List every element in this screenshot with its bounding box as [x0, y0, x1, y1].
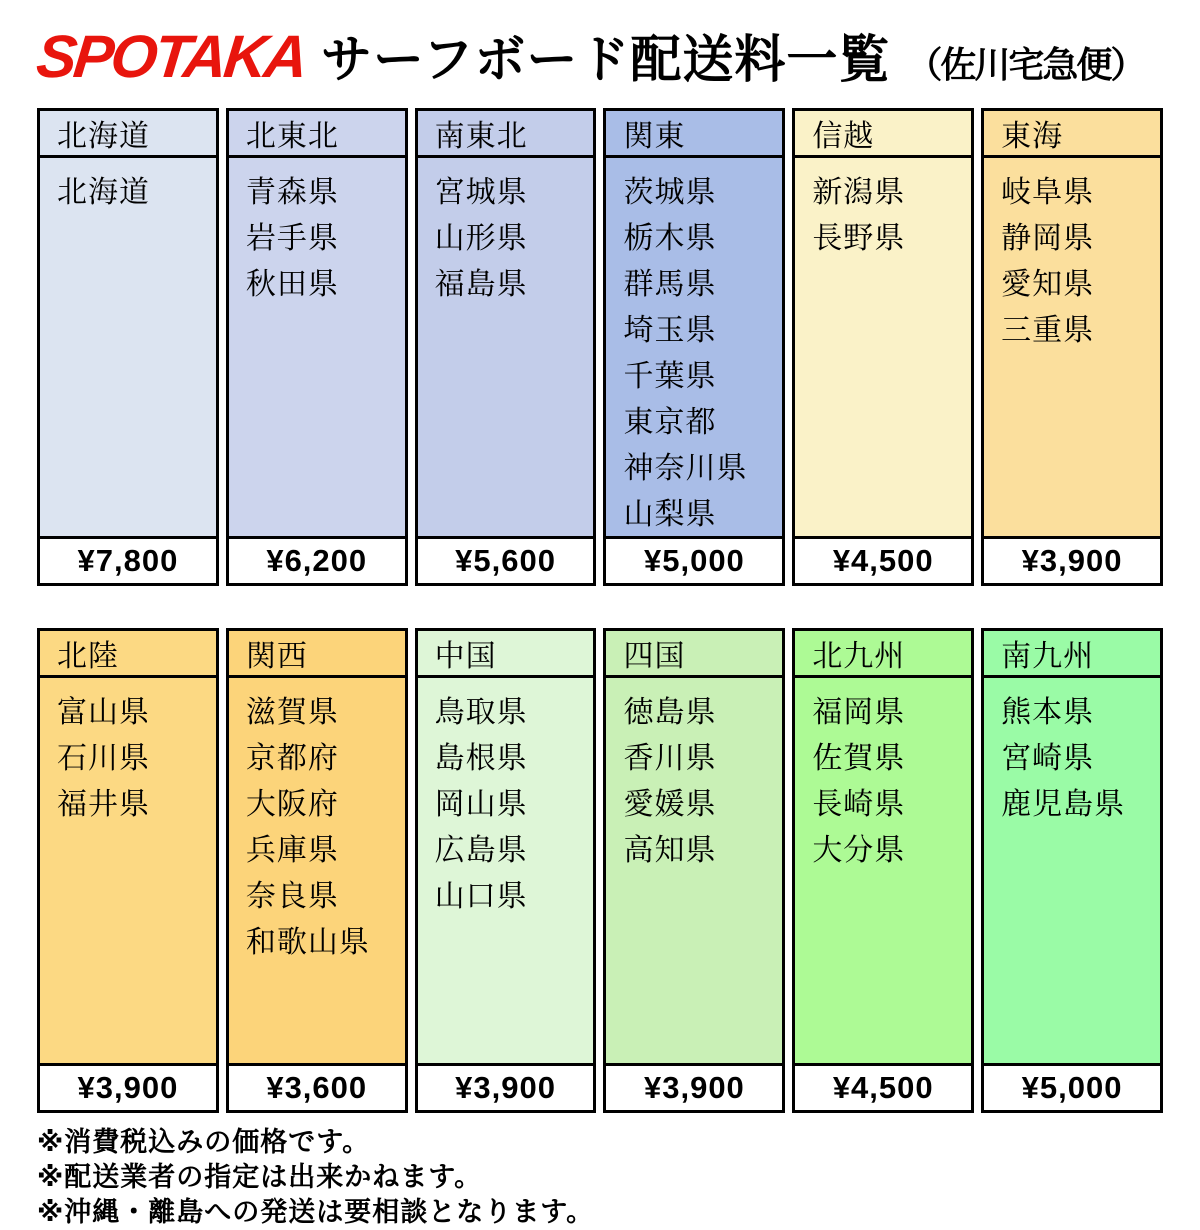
- region-header: 北九州: [795, 631, 971, 678]
- region-column-関西: [226, 628, 408, 1113]
- region-header: 関東: [606, 111, 782, 158]
- prefecture-item: 長野県: [812, 222, 906, 255]
- prefecture-item: 高知県: [623, 834, 717, 867]
- prefecture-item: 福井県: [57, 788, 150, 821]
- table-spacer: [37, 586, 1163, 628]
- prefecture-item: 和歌山県: [245, 926, 370, 959]
- footnote-line: ※配送業者の指定は出来かねます。: [37, 1162, 483, 1192]
- region-header: 中国: [418, 631, 594, 678]
- prefecture-item: 鹿児島県: [1001, 788, 1126, 821]
- prefecture-list: [795, 158, 971, 536]
- prefecture-item: 熊本県: [1001, 696, 1095, 729]
- prefecture-item: 山梨県: [623, 498, 717, 531]
- prefecture-item: 静岡県: [1001, 222, 1095, 255]
- prefecture-item: 岩手県: [245, 222, 339, 255]
- region-column-北陸: [37, 628, 219, 1113]
- prefecture-item: 鳥取県: [434, 696, 528, 729]
- prefecture-list: [606, 158, 782, 536]
- prefecture-item: 神奈川県: [623, 452, 748, 485]
- region-header: 東海: [984, 111, 1160, 158]
- prefecture-item: 広島県: [434, 834, 528, 867]
- price-cell: ¥4,500: [795, 1063, 971, 1110]
- price-cell: ¥7,800: [40, 536, 216, 583]
- price-cell: ¥4,500: [795, 536, 971, 583]
- prefecture-item: 三重県: [1001, 314, 1095, 347]
- prefecture-item: 青森県: [245, 176, 339, 209]
- region-column-北東北: [226, 108, 408, 586]
- region-header: 北陸: [40, 631, 216, 678]
- prefecture-item: 秋田県: [245, 268, 339, 301]
- prefecture-item: 宮崎県: [1001, 742, 1095, 775]
- prefecture-item: 福島県: [434, 268, 528, 301]
- prefecture-item: 北海道: [57, 176, 150, 209]
- region-header: 北海道: [40, 111, 216, 158]
- prefecture-item: 山口県: [434, 880, 528, 913]
- region-column-北海道: [37, 108, 219, 586]
- prefecture-item: 埼玉県: [623, 314, 717, 347]
- title-text: サーフボード配送料一覧: [320, 31, 891, 88]
- region-header: 四国: [606, 631, 782, 678]
- prefecture-item: 福岡県: [812, 696, 906, 729]
- price-cell: ¥3,600: [229, 1063, 405, 1110]
- prefecture-list: [984, 158, 1160, 536]
- prefecture-item: 石川県: [57, 742, 150, 775]
- region-header: 南東北: [418, 111, 594, 158]
- region-column-信越: [792, 108, 974, 586]
- prefecture-item: 群馬県: [623, 268, 717, 301]
- prefecture-item: 茨城県: [623, 176, 717, 209]
- price-cell: ¥5,000: [606, 536, 782, 583]
- price-cell: ¥5,600: [418, 536, 594, 583]
- prefecture-item: 山形県: [434, 222, 528, 255]
- region-column-関東: [603, 108, 785, 586]
- footnote-line: ※沖縄・離島への発送は要相談となります。: [37, 1197, 595, 1227]
- prefecture-item: 東京都: [623, 406, 717, 439]
- price-cell: ¥6,200: [229, 536, 405, 583]
- prefecture-item: 京都府: [245, 742, 339, 775]
- prefecture-item: 愛知県: [1001, 268, 1095, 301]
- region-column-北九州: [792, 628, 974, 1113]
- prefecture-item: 栃木県: [623, 222, 717, 255]
- price-cell: ¥5,000: [984, 1063, 1160, 1110]
- prefecture-item: 大阪府: [245, 788, 339, 821]
- region-column-中国: [415, 628, 597, 1113]
- prefecture-item: 長崎県: [812, 788, 906, 821]
- prefecture-item: 島根県: [434, 742, 528, 775]
- footnote-line: ※消費税込みの価格です。: [37, 1127, 371, 1157]
- page-title: [33, 18, 1163, 102]
- prefecture-item: 香川県: [623, 742, 717, 775]
- prefecture-list: [984, 678, 1160, 1063]
- region-column-南九州: [981, 628, 1163, 1113]
- prefecture-list: [795, 678, 971, 1063]
- prefecture-item: 大分県: [812, 834, 906, 867]
- prefecture-item: 佐賀県: [812, 742, 906, 775]
- brand-logo: SPOTAKA: [33, 23, 309, 90]
- prefecture-item: 宮城県: [434, 176, 528, 209]
- region-column-四国: [603, 628, 785, 1113]
- price-cell: ¥3,900: [418, 1063, 594, 1110]
- fee-table-west-japan: [37, 628, 1163, 1113]
- footnotes: [37, 1125, 1163, 1230]
- prefecture-item: 新潟県: [812, 176, 906, 209]
- price-cell: ¥3,900: [606, 1063, 782, 1110]
- fee-table-east-japan: [37, 108, 1163, 586]
- prefecture-list: [229, 678, 405, 1063]
- region-header: 南九州: [984, 631, 1160, 678]
- region-column-南東北: [415, 108, 597, 586]
- region-header: 北東北: [229, 111, 405, 158]
- region-header: 関西: [229, 631, 405, 678]
- prefecture-list: [40, 678, 216, 1063]
- prefecture-item: 岡山県: [434, 788, 528, 821]
- prefecture-item: 奈良県: [245, 880, 339, 913]
- price-cell: ¥3,900: [40, 1063, 216, 1110]
- prefecture-item: 滋賀県: [245, 696, 339, 729]
- prefecture-list: [606, 678, 782, 1063]
- prefecture-list: [418, 678, 594, 1063]
- prefecture-list: [418, 158, 594, 536]
- prefecture-item: 兵庫県: [245, 834, 339, 867]
- price-cell: ¥3,900: [984, 536, 1160, 583]
- region-column-東海: [981, 108, 1163, 586]
- region-header: 信越: [795, 111, 971, 158]
- carrier-note: （佐川宅急便）: [906, 44, 1145, 85]
- prefecture-item: 千葉県: [623, 360, 717, 393]
- prefecture-item: 愛媛県: [623, 788, 717, 821]
- prefecture-list: [229, 158, 405, 536]
- prefecture-item: 徳島県: [623, 696, 717, 729]
- prefecture-list: [40, 158, 216, 536]
- prefecture-item: 富山県: [57, 696, 150, 729]
- prefecture-item: 岐阜県: [1001, 176, 1095, 209]
